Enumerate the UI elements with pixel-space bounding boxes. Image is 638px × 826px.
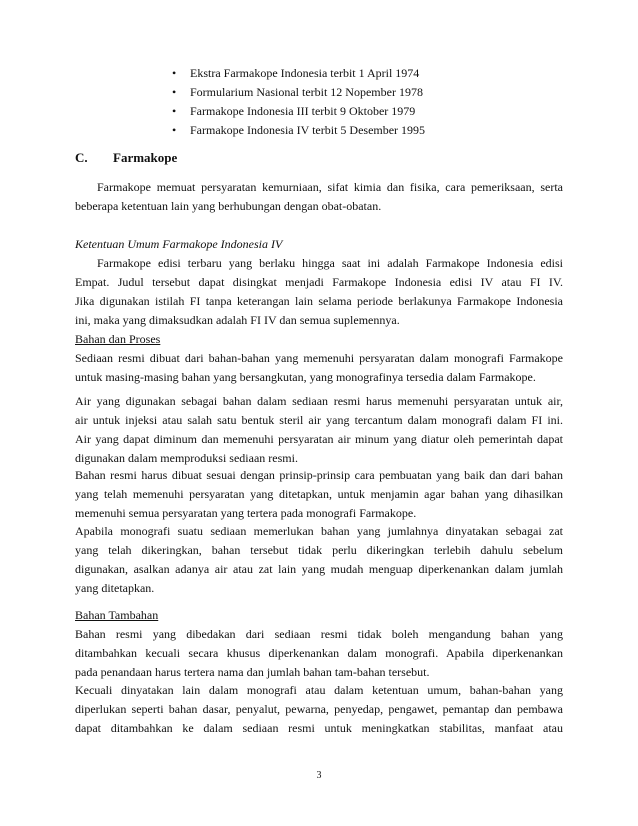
section-title: Farmakope xyxy=(113,150,178,165)
bahan-tambahan-heading: Bahan Tambahan xyxy=(75,608,159,622)
ketentuan-heading: Ketentuan Umum Farmakope Indonesia IV xyxy=(75,237,283,251)
paragraph-farmakope: Farmakope memuat persyaratan kemurniaan, sifat kimia dan fisika, cara pemeriksaan, serta beberapa ketentuan lain yang berhubungan dengan obat-obatan. xyxy=(75,180,563,213)
list-item: • Formularium Nasional terbit 12 Nopember 1978 xyxy=(172,83,425,102)
bullet-icon: • xyxy=(172,66,177,80)
list-item: • Ekstra Farmakope Indonesia terbit 1 April 1974 xyxy=(172,64,425,83)
bahan-proses-section: Bahan dan Proses Sediaan resmi dibuat dari bahan-bahan yang memenuhi persyaratan dalam monografi Farmakope untuk masing-masing bahan yang bersangkutan, yang monografinya tersedia dalam Farmakope. xyxy=(75,332,563,384)
paragraph-kecuali: Kecuali dinyatakan lain dalam monografi atau dalam ketentuan umum, bahan-bahan yang diperlukan seperti bahan dasar, penyalut, pewarna, penyedap, pengawet, pemantap dan pembawa dapat ditambahkan ke dalam sediaan resmi untuk meningkatkan stabilitas, manfaat atau xyxy=(75,683,563,735)
bahan-tambahan-section: Bahan Tambahan Bahan resmi yang dibedakan dari sediaan resmi tidak boleh mengandung bahan yang ditambahkan kecuali secara khusus diperkenankan dalam monografi. Apabila diperkenankan pada penandaan harus tertera nama dan jumlah bahan tam-bahan tersebut. xyxy=(75,608,563,679)
bullet-list xyxy=(172,64,425,140)
paragraph-monografi: Apabila monografi suatu sediaan memerlukan bahan yang jumlahnya dinyatakan sebagai zat yang telah dikeringkan, bahan tersebut tidak perlu dikeringkan terlebih dahulu sebelum digunakan, asalkan adanya air atau zat lain yang mudah menguap diperkenankan dalam jumlah yang ditetapkan. xyxy=(75,524,563,595)
bullet-icon: • xyxy=(172,85,177,99)
bullet-icon: • xyxy=(172,123,177,137)
list-item: • Farmakope Indonesia IV terbit 5 Desember 1995 xyxy=(172,121,425,140)
paragraph-bahan-resmi: Bahan resmi harus dibuat sesuai dengan prinsip-prinsip cara pembuatan yang baik dan dari bahan yang telah memenuhi persyaratan yang ditetapkan, untuk menjamin agar bahan yang dihasilkan memenuhi semua persyaratan yang tertera pada monografi Farmakope. xyxy=(75,468,563,520)
bahan-proses-heading: Bahan dan Proses xyxy=(75,332,161,346)
list-item: • Farmakope Indonesia III terbit 9 Oktober 1979 xyxy=(172,102,425,121)
page-number: 3 xyxy=(316,770,322,781)
paragraph-air: Air yang digunakan sebagai bahan dalam sediaan resmi harus memenuhi persyaratan untuk air, air untuk injeksi atau salah satu bentuk steril air yang tercantum dalam monografi dalam FI ini. Air yang dapat diminum dan memenuhi persyaratan air minum yang diatur oleh pemerintah dapat digunakan dalam memproduksi sediaan resmi. xyxy=(75,394,563,465)
ketentuan-section: Ketentuan Umum Farmakope Indonesia IV Farmakope edisi terbaru yang berlaku hingga saat ini adalah Farmakope Indonesia edisi Empat. Judul tersebut dapat disingkat menjadi Farmakope Indonesia edisi IV atau FI IV. Jika digunakan istilah FI tanpa keterangan lain selama periode berlakunya Farmakope Indonesia ini, maka yang dimaksudkan adalah FI IV dan semua suplemennya. xyxy=(75,237,563,327)
bullet-icon: • xyxy=(172,104,177,118)
section-heading xyxy=(75,150,177,166)
section-label: C. xyxy=(75,150,88,165)
